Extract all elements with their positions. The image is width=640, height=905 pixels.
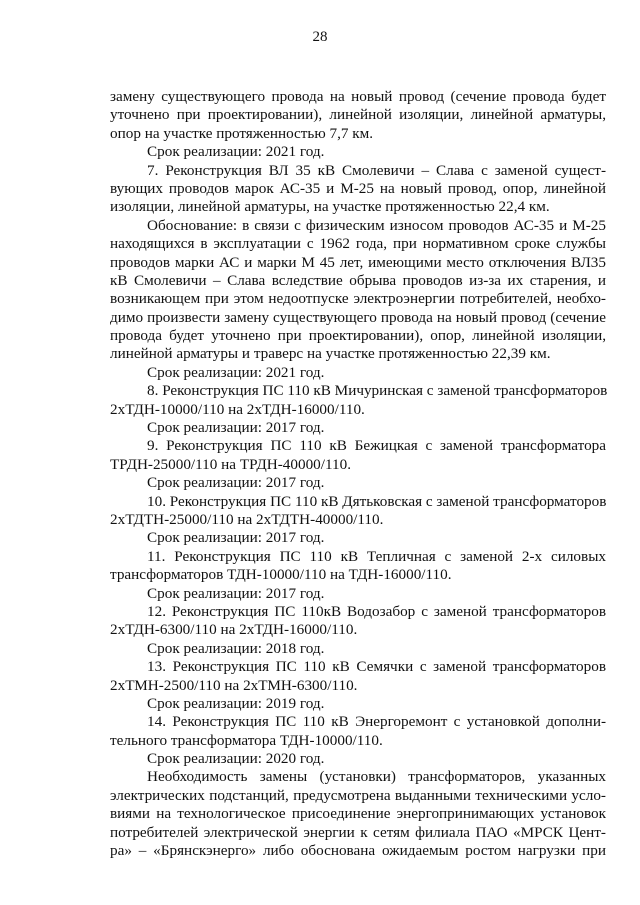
- text-line: 10. Реконструкция ПС 110 кВ Дятьковская с заменой трансформаторов: [147, 492, 607, 510]
- text-line: Срок реализации: 2021 год.: [147, 363, 325, 381]
- text-line: Срок реализации: 2020 год.: [147, 750, 325, 768]
- text-line: проводов марки АС и марки М 45 лет, имеющими место отключения ВЛ35: [110, 253, 606, 271]
- text-line: 2хТДТН-25000/110 на 2хТДТН-40000/110.: [110, 510, 384, 528]
- text-line: Обоснование: в связи с физическим износом проводов АС-35 и М-25: [147, 216, 606, 234]
- text-line: находящихся в эксплуатации с 1962 года, при нормативном сроке службы: [110, 235, 606, 253]
- text-line: Срок реализации: 2017 год.: [147, 419, 325, 437]
- text-line: уточнено при проектировании), линейной изоляции, линейной арматуры,: [110, 106, 606, 124]
- text-line: возникающем при этом недоотпуске электроэнергии потребителей, необхо-: [110, 290, 606, 308]
- text-line: 13. Реконструкция ПС 110 кВ Семячки с заменой трансформаторов: [147, 658, 606, 676]
- text-line: тельного трансформатора ТДН-10000/110.: [110, 731, 383, 749]
- text-line: 11. Реконструкция ПС 110 кВ Тепличная с заменой 2-х силовых: [147, 547, 606, 565]
- text-line: 7. Реконструкция ВЛ 35 кВ Смолевичи – Слава с заменой сущест-: [147, 161, 606, 179]
- text-line: ТРДН-25000/110 на ТРДН-40000/110.: [110, 455, 352, 473]
- text-line: 2хТМН-2500/110 на 2хТМН-6300/110.: [110, 676, 358, 694]
- text-line: Срок реализации: 2017 год.: [147, 474, 325, 492]
- text-line: изоляции, линейной арматуры, на участке протяженностью 22,4 км.: [110, 198, 550, 216]
- text-line: Необходимость замены (установки) трансформаторов, указанных: [147, 768, 606, 786]
- text-line: замену существующего провода на новый провод (сечение провода будет: [110, 88, 606, 105]
- text-line: потребителей электрической энергии к сетям филиала ПАО «МРСК Цент-: [110, 823, 606, 841]
- text-line: 14. Реконструкция ПС 110 кВ Энергоремонт с установкой дополни-: [147, 713, 606, 731]
- text-line: Срок реализации: 2021 год.: [147, 143, 325, 161]
- text-line: виями на технологическое присоединение энергопринимающих установок: [110, 805, 606, 823]
- text-line: Срок реализации: 2017 год.: [147, 529, 325, 547]
- text-line: электрических подстанций, предусмотрена выданными техническими усло-: [110, 786, 606, 804]
- text-line: провода будет уточнено при проектировании), опор, линейной изоляции,: [110, 327, 606, 345]
- text-line: кВ Смолевичи – Слава вследствие обрыва проводов из-за их старения, и: [110, 271, 606, 289]
- text-line: 12. Реконструкция ПС 110кВ Водозабор с заменой трансформаторов: [147, 602, 606, 620]
- text-line: димо произвести замену существующего провода на новый провод (сечение: [110, 308, 606, 326]
- document-body: [110, 88, 606, 860]
- text-line: вующих проводов марок АС-35 и М-25 на новый провод, опор, линейной: [110, 179, 606, 197]
- text-line: 2хТДН-6300/110 на 2хТДН-16000/110.: [110, 621, 358, 639]
- text-line: Срок реализации: 2017 год.: [147, 584, 325, 602]
- page-number: 28: [312, 29, 328, 45]
- text-line: 8. Реконструкция ПС 110 кВ Мичуринская с заменой трансформаторов: [147, 382, 608, 400]
- text-line: 9. Реконструкция ПС 110 кВ Бежицкая с заменой трансформатора: [147, 437, 606, 455]
- text-line: 2хТДН-10000/110 на 2хТДН-16000/110.: [110, 400, 365, 418]
- text-line: ра» – «Брянскэнерго» либо обоснована ожидаемым ростом нагрузки при: [110, 842, 606, 860]
- text-line: линейной арматуры и траверс на участке протяженностью 22,39 км.: [110, 345, 551, 363]
- text-line: Срок реализации: 2019 год.: [147, 694, 325, 712]
- text-line: опор на участке протяженностью 7,7 км.: [110, 124, 374, 142]
- text-line: трансформаторов ТДН-10000/110 на ТДН-16000/110.: [110, 566, 452, 584]
- text-line: Срок реализации: 2018 год.: [147, 639, 325, 657]
